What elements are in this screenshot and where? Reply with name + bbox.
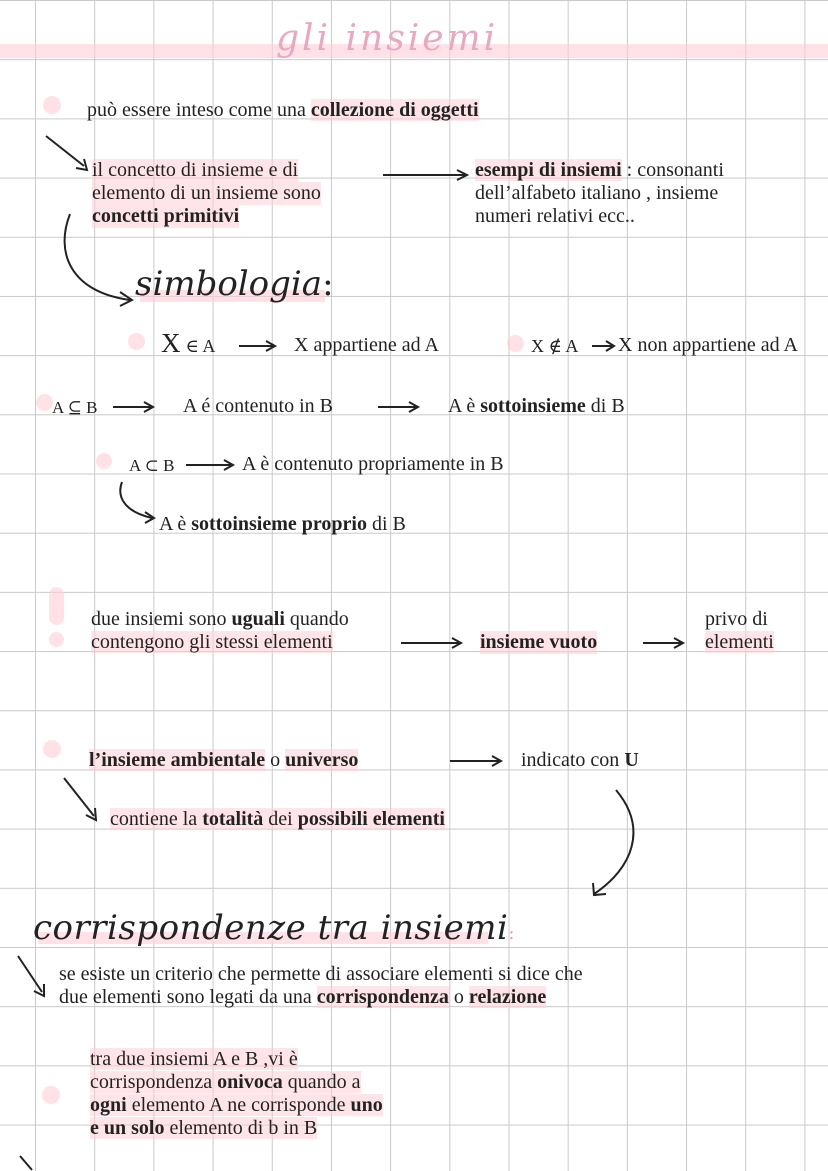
proper-text2-bold: sottoinsieme proprio	[191, 513, 367, 535]
subset-text2-post: di B	[585, 395, 625, 417]
belongs-text: X appartiene ad A	[294, 334, 439, 356]
belongs-x: X	[161, 328, 181, 358]
arrow-right-icon	[401, 636, 466, 650]
arrow-right-icon	[113, 400, 158, 414]
bullet-dot	[36, 394, 53, 411]
subset-text2-pre: A è	[448, 395, 481, 417]
indicato-pre: indicato con	[521, 749, 625, 771]
bullet-dot	[49, 632, 64, 647]
simbologia-title: simbologia	[135, 264, 323, 304]
onivoca-line2-post: quando a	[282, 1071, 361, 1093]
proper-text2	[159, 513, 406, 536]
esempi-bold: esempi di insiemi	[475, 159, 622, 181]
corrispondenze-heading	[33, 908, 515, 948]
universo-bold2: universo	[285, 749, 359, 771]
subset-symbol: A ⊆ B	[52, 398, 98, 417]
intro-line	[87, 99, 479, 122]
bullet-dot	[507, 335, 524, 352]
arrow-right-icon	[450, 754, 506, 768]
belongs-rest: ∈ A	[185, 336, 216, 356]
curve-arrow-icon	[60, 212, 140, 307]
esempi-line2: dell’alfabeto italiano , insieme	[475, 182, 719, 204]
corr-mid: o	[448, 986, 469, 1008]
simbologia-heading	[135, 264, 334, 304]
vuoto-label: insieme vuoto	[480, 631, 598, 653]
page-title: gli insiemi	[276, 18, 499, 59]
primitivi-line3: concetti primitivi	[92, 205, 240, 227]
notbelongs-symbol: X ∉ A	[531, 336, 579, 356]
esempi-line3: numeri relativi ecc..	[475, 205, 635, 227]
curve-arrow-icon	[16, 954, 52, 1000]
corrispondenze-colon: :	[508, 923, 515, 944]
contiene-line	[110, 808, 445, 831]
exclamation-mark	[49, 587, 64, 625]
proper-text2-pre: A è	[159, 513, 192, 535]
corr-line2-pre: due elementi sono legati da una	[59, 986, 317, 1008]
subset-text: A é contenuto in B	[183, 395, 333, 417]
notbelongs-text: X non appartiene ad A	[618, 334, 798, 356]
privo-line2: elementi	[705, 631, 774, 653]
intro-pre: può essere inteso come una	[87, 99, 311, 121]
corr-line1: se esiste un criterio che permette di associare elementi si dice che	[59, 963, 583, 985]
esempi-text	[475, 159, 724, 228]
arrow-right-icon	[592, 339, 618, 353]
bullet-dot	[96, 453, 112, 469]
curve-arrow-icon	[116, 480, 161, 525]
onivoca-line2-pre: corrispondenza	[90, 1071, 218, 1093]
universo-mid: o	[265, 749, 286, 771]
uguali-text	[91, 608, 349, 654]
bullet-dot	[42, 1086, 60, 1104]
proper-symbol: A ⊂ B	[129, 456, 175, 475]
esempi-rest: : consonanti	[621, 159, 724, 181]
proper-text: A è contenuto propriamente in B	[242, 453, 504, 475]
onivoca-line4-bold: e un solo	[90, 1117, 165, 1139]
contiene-bold2: possibili elementi	[297, 808, 445, 830]
onivoca-line1: tra due insiemi A e B ,vi è	[90, 1048, 298, 1070]
universo-bold1: l’insieme ambientale	[89, 749, 266, 771]
curve-arrow-icon	[62, 776, 107, 826]
arrow-right-icon	[383, 168, 473, 182]
onivoca-line3-bold: ogni	[90, 1094, 127, 1116]
contiene-pre: contiene la	[110, 808, 203, 830]
stroke-mark-icon	[18, 1154, 38, 1171]
bullet-dot	[43, 740, 61, 758]
bullet-dot	[43, 96, 61, 114]
arrow-right-icon	[378, 400, 423, 414]
uguali-line1-post: quando	[284, 608, 349, 630]
privo-text	[705, 608, 774, 654]
primitivi-line2: elemento di un insieme sono	[92, 182, 321, 204]
indicato-bold: U	[624, 749, 639, 771]
onivoca-line4-post: elemento di b in B	[164, 1117, 318, 1139]
arrow-right-icon	[643, 636, 688, 650]
subset-text2-bold: sottoinsieme	[480, 395, 586, 417]
indicato-text	[521, 749, 639, 772]
curve-arrow-icon	[588, 788, 648, 900]
privo-line1: privo di	[705, 608, 768, 630]
arrow-right-icon	[239, 339, 279, 353]
subset-text2	[448, 395, 625, 418]
corrispondenze-text	[59, 963, 583, 1009]
onivoca-bold: onivoca	[217, 1071, 283, 1093]
intro-bold: collezione di oggetti	[310, 99, 479, 121]
onivoca-text	[90, 1048, 383, 1140]
universo-line	[89, 749, 358, 772]
uguali-line1-pre: due insiemi sono	[91, 608, 232, 630]
bullet-dot	[128, 333, 145, 350]
primitivi-line1: il concetto di insieme e di	[92, 159, 299, 181]
uguali-line2: contengono gli stessi elementi	[91, 631, 333, 653]
curve-arrow-icon	[44, 134, 94, 179]
proper-text2-post: di B	[366, 513, 406, 535]
onivoca-line3-mid: elemento A ne corrisponde	[126, 1094, 351, 1116]
contiene-bold1: totalità	[202, 808, 264, 830]
uguali-bold: uguali	[231, 608, 285, 630]
onivoca-line3-bold2: uno	[350, 1094, 383, 1116]
corrispondenze-title: corrispondenze tra insiemi	[33, 908, 509, 948]
arrow-right-icon	[186, 458, 238, 472]
simbologia-colon: :	[322, 264, 334, 304]
belongs-symbol	[161, 328, 216, 358]
corr-bold1: corrispondenza	[316, 986, 449, 1008]
contiene-mid: dei	[263, 808, 298, 830]
corr-bold2: relazione	[468, 986, 547, 1008]
